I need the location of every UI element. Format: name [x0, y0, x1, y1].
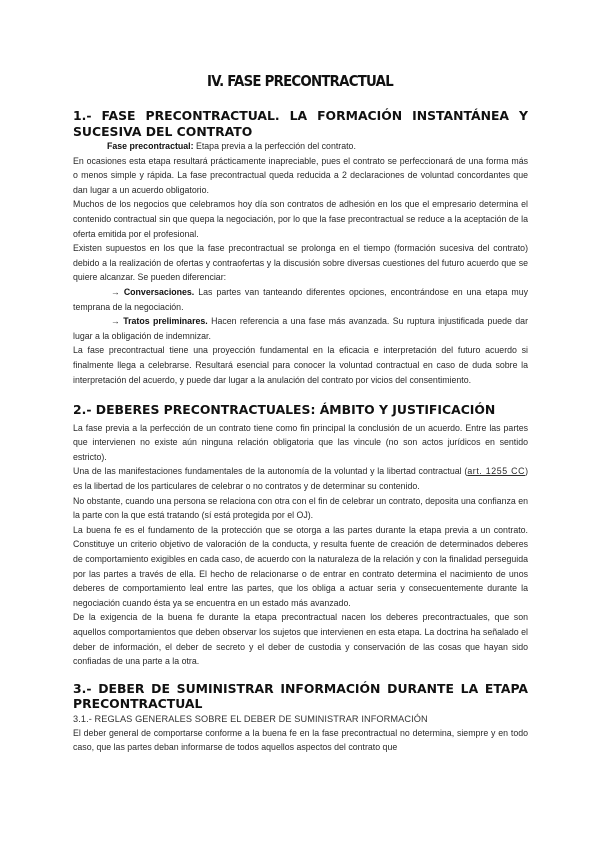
definition-paragraph — [73, 139, 528, 154]
paragraph: De la exigencia de la buena fe durante la etapa precontractual nacen los deberes precontractuales, que son aquellos comportamientos que deben observar los sujetos que intervienen en esta etapa. La doctrina ha señalado el deber de información, el deber de secreto y el deber de custodia y conservación de las cosas que hayan sido confiadas de una parte a la otra. — [73, 612, 528, 667]
article-link[interactable]: art. 1255 CC — [467, 466, 526, 477]
list-item-text: Las partes van tanteando diferentes opciones, encontrándose en una etapa muy temprana de la negociación. — [73, 286, 529, 312]
arrow-icon: → — [111, 316, 124, 327]
paragraph: En ocasiones esta etapa resultará prácticamente inapreciable, pues el contrato se perfeccionará de una forma más o menos simple y rápida. La fase precontractual queda reducida a 2 declaraciones de voluntad concordantes que dan lugar a un acuerdo obligatorio. — [73, 155, 528, 195]
list-item-term: Conversaciones. — [123, 286, 195, 297]
list-item-text: Hacen referencia a una fase más avanzada. Su ruptura injustificada puede dar lugar a la obligación de indemnizar. — [73, 316, 529, 341]
paragraph-text: ) es la libertad de los particulares de celebrar o no contratos y de determinar su contenido. — [73, 466, 528, 491]
section-3-heading: 3.- DEBER DE SUMINISTRAR INFORMACIÓN DURANTE LA ETAPA PRECONTRACTUAL — [73, 680, 528, 712]
definition-text: Etapa previa a la perfección del contrato. — [193, 141, 356, 151]
paragraph: La buena fe es el fundamento de la protección que se otorga a las partes durante la etapa previa a un contrato. Constituye un criterio objetivo de valoración de la conducta, y resulta fuente de creación de determinados deberes de comportamiento exigibles en cada caso, de acuerdo con la naturaleza de la relación y con la finalidad perseguida por las partes a través de ella. El hecho de relacionarse o de entrar en contrato determina el nacimiento de unos deberes de comportamiento leal entre las partes, que los obliga a actuar seria y consecuentemente durante la negociación cuando ésta ya se encuentra en un estado más avanzado. — [73, 524, 528, 608]
paragraph: Muchos de los negocios que celebramos hoy día son contratos de adhesión en los que el empresario determina el contenido contractual sin que quepa la negociación, por lo que la fase precontractual se reduce a la aceptación de la oferta emitida por el profesional. — [73, 199, 528, 239]
page-title: IV. FASE PRECONTRACTUAL — [207, 72, 393, 90]
paragraph: No obstante, cuando una persona se relaciona con otra con el fin de celebrar un contrato, deposita una confianza en la parte con la que está tratando (sí está protegida por el OJ). — [73, 495, 528, 521]
document-body — [73, 108, 528, 755]
paragraph: La fase previa a la perfección de un contrato tiene como fin principal la conclusión de un acuerdo. Entre las partes que intervienen no existe aún ninguna relación obligatoria que las vincule (no son actos jurídicos en sentido estricto). — [73, 422, 528, 462]
list-item-term: Tratos preliminares. — [123, 316, 208, 327]
section-1-heading: 1.- FASE PRECONTRACTUAL. LA FORMACIÓN INSTANTÁNEA Y SUCESIVA DEL CONTRATO — [73, 108, 528, 139]
section-2-heading: 2.- DEBERES PRECONTRACTUALES: ÁMBITO Y JUSTIFICACIÓN — [73, 402, 496, 418]
subsection-3-1-heading: 3.1.- REGLAS GENERALES SOBRE EL DEBER DE SUMINISTRAR INFORMACIÓN — [73, 713, 428, 724]
paragraph-text: Una de las manifestaciones fundamentales de la autonomía de la voluntad y la libertad contractual ( — [73, 466, 468, 477]
paragraph: El deber general de comportarse conforme a la buena fe en la fase precontractual no determina, siempre y en todo caso, que las partes deban informarse de todos aquellos aspectos del contrato que — [73, 727, 528, 753]
list-item-tratos — [73, 314, 528, 343]
arrow-icon: → — [111, 286, 124, 297]
list-item-conversaciones — [73, 285, 528, 314]
paragraph: La fase precontractual tiene una proyección fundamental en la eficacia e interpretación del futuro acuerdo si finalmente llega a celebrarse. Resultará esencial para conocer la voluntad contractual en caso de duda sobre la interpretación del acuerdo, y puede dar lugar a la anulación del contrato por vicios del consentimiento. — [73, 345, 528, 385]
paragraph — [73, 464, 528, 493]
definition-term: Fase precontractual: — [107, 141, 194, 151]
paragraph: Existen supuestos en los que la fase precontractual se prolonga en el tiempo (formación sucesiva del contrato) debido a la realización de ofertas y contraofertas y la discusión sobre diversas cuestiones del futuro acuerdo que se quiere alcanzar. Se pueden diferenciar: — [73, 243, 528, 283]
